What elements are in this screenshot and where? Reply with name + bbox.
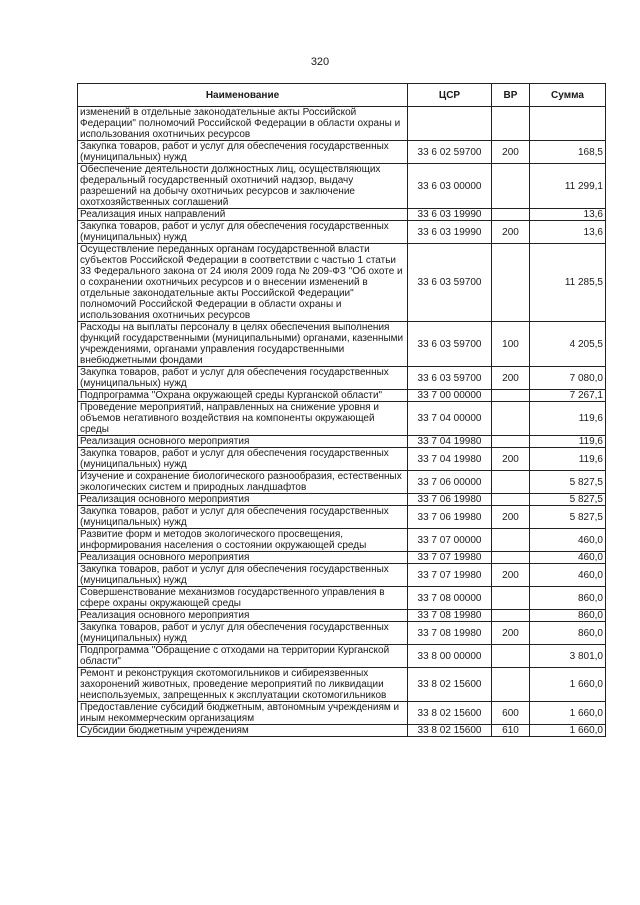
cell-sum: 3 801,0 <box>530 645 606 668</box>
cell-name: Обеспечение деятельности должностных лиц, осуществляющих федеральный государственный охотничий надзор, выдачу разрешений на добычу охотничьих ресурсов и заключение охотхозяйственных соглашений <box>78 164 408 209</box>
cell-name: Проведение мероприятий, направленных на снижение уровня и объемов негативного воздействия на компоненты окружающей среды <box>78 402 408 436</box>
cell-name: Закупка товаров, работ и услуг для обеспечения государственных (муниципальных) нужд <box>78 221 408 244</box>
cell-sum: 460,0 <box>530 552 606 564</box>
table-row <box>78 209 606 221</box>
table-row <box>78 702 606 725</box>
cell-sum: 860,0 <box>530 610 606 622</box>
table-row <box>78 322 606 367</box>
cell-sum: 13,6 <box>530 209 606 221</box>
cell-vr <box>492 209 530 221</box>
cell-sum: 7 080,0 <box>530 367 606 390</box>
table-row <box>78 529 606 552</box>
cell-csr: 33 7 08 00000 <box>408 587 492 610</box>
table-row <box>78 436 606 448</box>
cell-sum: 7 267,1 <box>530 390 606 402</box>
cell-csr: 33 6 03 00000 <box>408 164 492 209</box>
cell-csr: 33 7 07 19980 <box>408 552 492 564</box>
cell-name: Закупка товаров, работ и услуг для обеспечения государственных (муниципальных) нужд <box>78 506 408 529</box>
cell-name: Осуществление переданных органам государственной власти субъектов Российской Федерации в соответствии с частью 1 статьи 33 Федерального закона от 24 июля 2009 года № 209-ФЗ "Об охоте и о сохранении охотничьих ресурсов и о внесении изменений в отдельные законодательные акты Российской Федерации" полномочий Российской Федерации в области охраны и использования охотничьих ресурсов <box>78 244 408 322</box>
cell-name: Предоставление субсидий бюджетным, автономным учреждениям и иным некоммерческим организациям <box>78 702 408 725</box>
cell-csr: 33 6 03 19990 <box>408 209 492 221</box>
cell-csr: 33 7 04 19980 <box>408 436 492 448</box>
cell-csr: 33 6 03 59700 <box>408 244 492 322</box>
cell-name: Реализация основного мероприятия <box>78 552 408 564</box>
cell-name: Совершенствование механизмов государственного управления в сфере охраны окружающей среды <box>78 587 408 610</box>
cell-csr <box>408 107 492 141</box>
table-row <box>78 645 606 668</box>
cell-vr: 200 <box>492 448 530 471</box>
cell-sum: 168,5 <box>530 141 606 164</box>
cell-name: Закупка товаров, работ и услуг для обеспечения государственных (муниципальных) нужд <box>78 622 408 645</box>
table-row <box>78 668 606 702</box>
cell-csr: 33 7 06 00000 <box>408 471 492 494</box>
cell-csr: 33 7 04 19980 <box>408 448 492 471</box>
cell-vr <box>492 529 530 552</box>
cell-sum: 119,6 <box>530 436 606 448</box>
table-row <box>78 141 606 164</box>
cell-name: Подпрограмма "Охрана окружающей среды Курганской области" <box>78 390 408 402</box>
cell-sum: 1 660,0 <box>530 702 606 725</box>
cell-name: Закупка товаров, работ и услуг для обеспечения государственных (муниципальных) нужд <box>78 448 408 471</box>
cell-sum: 13,6 <box>530 221 606 244</box>
cell-sum: 5 827,5 <box>530 471 606 494</box>
cell-name: Ремонт и реконструкция скотомогильников и сибиреязвенных захоронений животных, проведение мероприятий по ликвидации неиспользуемых, запрещенных к эксплуатации скотомогильников <box>78 668 408 702</box>
cell-vr: 200 <box>492 141 530 164</box>
cell-sum: 11 299,1 <box>530 164 606 209</box>
header-name: Наименование <box>78 84 408 107</box>
table-row <box>78 402 606 436</box>
cell-csr: 33 6 02 59700 <box>408 141 492 164</box>
cell-sum: 860,0 <box>530 622 606 645</box>
header-vr: ВР <box>492 84 530 107</box>
cell-sum: 1 660,0 <box>530 725 606 737</box>
cell-csr: 33 7 08 19980 <box>408 610 492 622</box>
cell-vr: 100 <box>492 322 530 367</box>
cell-name: Реализация иных направлений <box>78 209 408 221</box>
cell-vr <box>492 587 530 610</box>
table-row <box>78 448 606 471</box>
header-sum: Сумма <box>530 84 606 107</box>
header-csr: ЦСР <box>408 84 492 107</box>
cell-vr <box>492 552 530 564</box>
cell-vr <box>492 668 530 702</box>
cell-name: Развитие форм и методов экологического просвещения, информирования населения о состоянии окружающей среды <box>78 529 408 552</box>
table-row <box>78 587 606 610</box>
cell-sum: 119,6 <box>530 448 606 471</box>
cell-sum: 460,0 <box>530 529 606 552</box>
table-header-row <box>78 84 606 107</box>
table-row <box>78 367 606 390</box>
cell-csr: 33 7 04 00000 <box>408 402 492 436</box>
table-row <box>78 221 606 244</box>
cell-vr <box>492 471 530 494</box>
cell-csr: 33 8 02 15600 <box>408 725 492 737</box>
cell-name: Реализация основного мероприятия <box>78 494 408 506</box>
table-row <box>78 494 606 506</box>
cell-vr <box>492 107 530 141</box>
cell-name: Закупка товаров, работ и услуг для обеспечения государственных (муниципальных) нужд <box>78 141 408 164</box>
cell-name: Закупка товаров, работ и услуг для обеспечения государственных (муниципальных) нужд <box>78 564 408 587</box>
cell-vr <box>492 436 530 448</box>
cell-vr <box>492 494 530 506</box>
table-row <box>78 622 606 645</box>
table-row <box>78 471 606 494</box>
cell-csr: 33 6 03 19990 <box>408 221 492 244</box>
cell-vr <box>492 402 530 436</box>
table-row <box>78 506 606 529</box>
cell-name: Подпрограмма "Обращение с отходами на территории Курганской области" <box>78 645 408 668</box>
cell-sum: 4 205,5 <box>530 322 606 367</box>
cell-csr: 33 7 06 19980 <box>408 506 492 529</box>
cell-vr: 200 <box>492 367 530 390</box>
cell-csr: 33 8 02 15600 <box>408 668 492 702</box>
cell-name: Субсидии бюджетным учреждениям <box>78 725 408 737</box>
table-row <box>78 564 606 587</box>
cell-sum: 5 827,5 <box>530 494 606 506</box>
cell-csr: 33 7 07 00000 <box>408 529 492 552</box>
cell-vr: 200 <box>492 506 530 529</box>
cell-csr: 33 7 00 00000 <box>408 390 492 402</box>
table-row <box>78 107 606 141</box>
cell-csr: 33 6 03 59700 <box>408 322 492 367</box>
cell-vr: 610 <box>492 725 530 737</box>
cell-csr: 33 7 07 19980 <box>408 564 492 587</box>
cell-vr: 600 <box>492 702 530 725</box>
cell-sum <box>530 107 606 141</box>
table-body <box>78 107 606 737</box>
cell-sum: 1 660,0 <box>530 668 606 702</box>
cell-vr: 200 <box>492 622 530 645</box>
cell-csr: 33 7 06 19980 <box>408 494 492 506</box>
budget-table <box>77 83 606 737</box>
table-row <box>78 390 606 402</box>
cell-name: Реализация основного мероприятия <box>78 610 408 622</box>
table-row <box>78 552 606 564</box>
table-row <box>78 725 606 737</box>
cell-csr: 33 8 00 00000 <box>408 645 492 668</box>
table-row <box>78 164 606 209</box>
cell-vr <box>492 645 530 668</box>
cell-vr <box>492 610 530 622</box>
cell-sum: 860,0 <box>530 587 606 610</box>
page-number: 320 <box>310 56 330 68</box>
cell-vr: 200 <box>492 564 530 587</box>
cell-sum: 5 827,5 <box>530 506 606 529</box>
cell-sum: 119,6 <box>530 402 606 436</box>
table-row <box>78 610 606 622</box>
cell-name: изменений в отдельные законодательные акты Российской Федерации" полномочий Российской Федерации в области охраны и использования охотничьих ресурсов <box>78 107 408 141</box>
cell-sum: 11 285,5 <box>530 244 606 322</box>
cell-name: Расходы на выплаты персоналу в целях обеспечения выполнения функций государственными (муниципальными) органами, казенными учреждениями, органами управления государственными внебюджетными фондами <box>78 322 408 367</box>
cell-csr: 33 7 08 19980 <box>408 622 492 645</box>
cell-vr <box>492 244 530 322</box>
cell-sum: 460,0 <box>530 564 606 587</box>
cell-csr: 33 6 03 59700 <box>408 367 492 390</box>
cell-name: Реализация основного мероприятия <box>78 436 408 448</box>
cell-csr: 33 8 02 15600 <box>408 702 492 725</box>
cell-vr <box>492 164 530 209</box>
table-row <box>78 244 606 322</box>
cell-vr: 200 <box>492 221 530 244</box>
cell-name: Изучение и сохранение биологического разнообразия, естественных экологических систем и природных ландшафтов <box>78 471 408 494</box>
cell-name: Закупка товаров, работ и услуг для обеспечения государственных (муниципальных) нужд <box>78 367 408 390</box>
cell-vr <box>492 390 530 402</box>
